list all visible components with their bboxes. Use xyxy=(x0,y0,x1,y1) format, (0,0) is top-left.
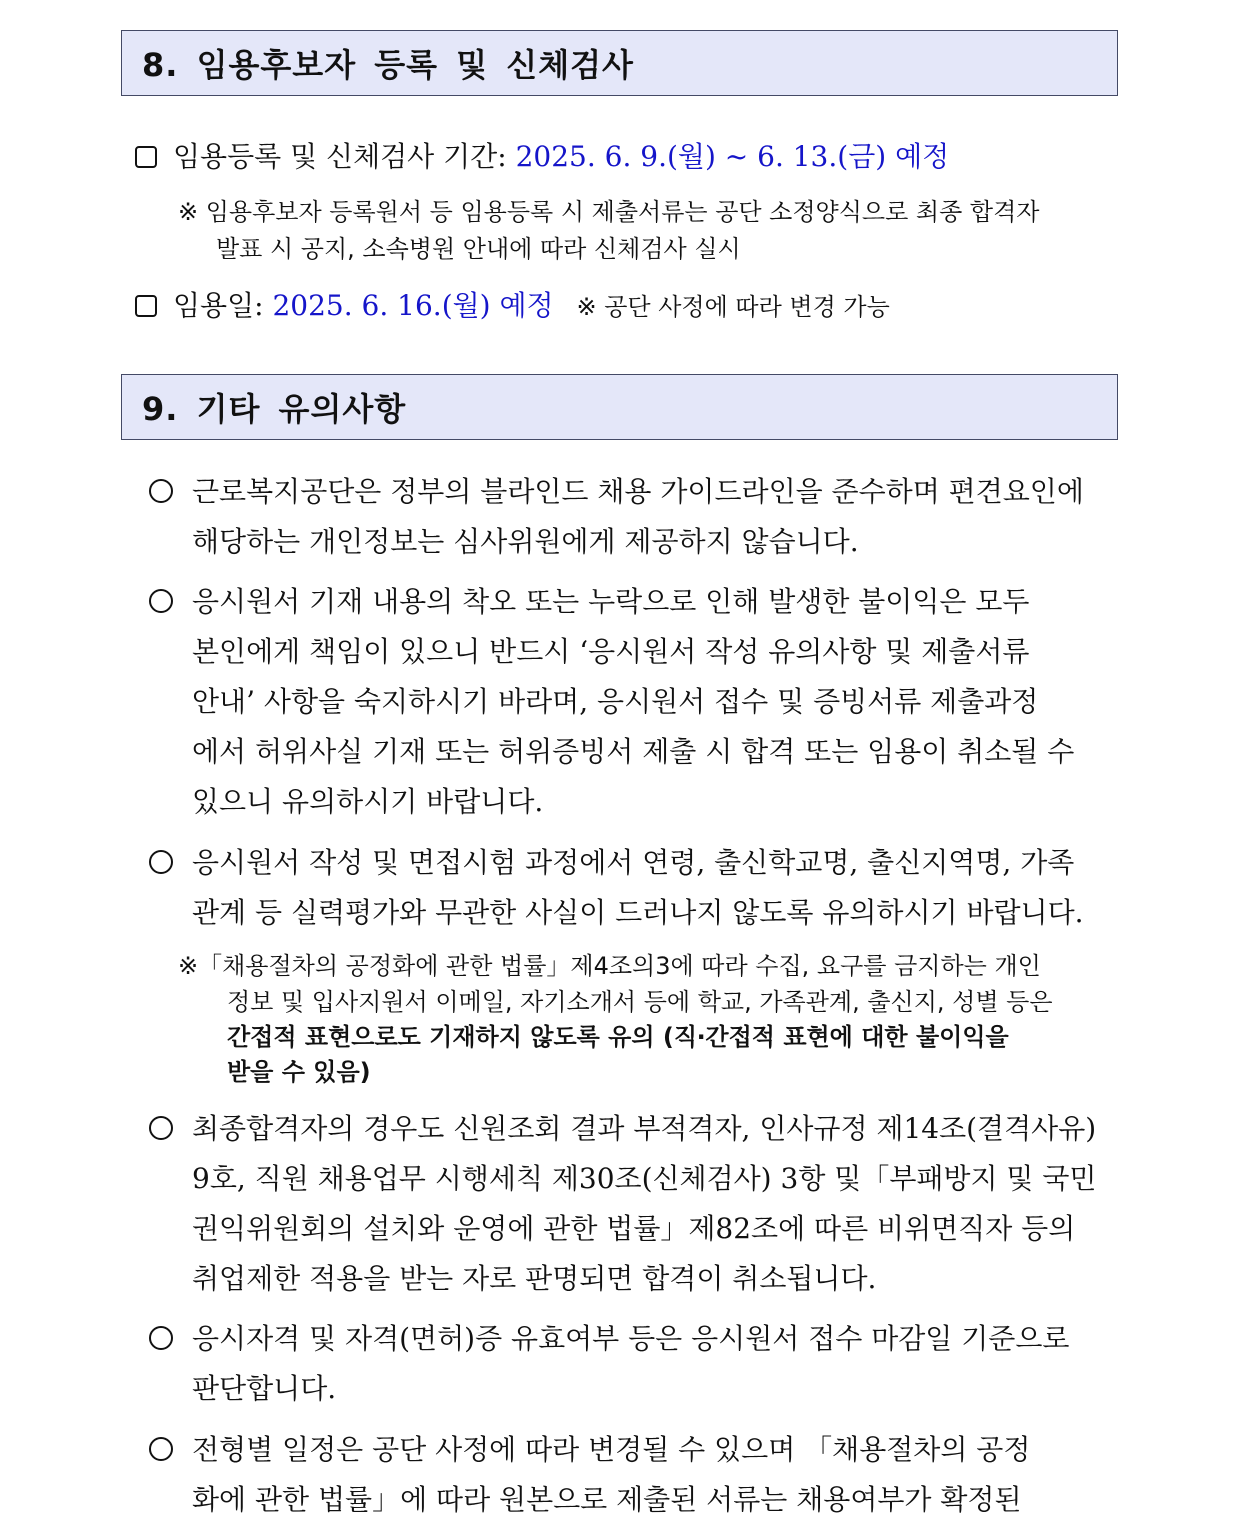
appointment-date-value: 2025. 6. 16.(월) 예정 xyxy=(272,289,554,322)
bullet-5-line-2: 판단합니다. xyxy=(192,1372,337,1405)
bullet-3-line-2: 관계 등 실력평가와 무관한 사실이 드러나지 않도록 유의하시기 바랍니다. xyxy=(192,896,1084,929)
section-8-header xyxy=(121,30,1118,96)
bullet-icon xyxy=(149,1326,173,1350)
bullet-icon xyxy=(149,1116,173,1140)
section-9-title: 9. 기타 유의사항 xyxy=(142,390,407,428)
bullet-2-line-2: 본인에게 책임이 있으니 반드시 ‘응시원서 작성 유의사항 및 제출서류 xyxy=(192,635,1030,668)
bullet-icon xyxy=(149,850,173,874)
registration-period-value: 2025. 6. 9.(월) ~ 6. 13.(금) 예정 xyxy=(515,140,950,173)
bullet-2-line-5: 있으니 유의하시기 바랍니다. xyxy=(192,785,544,818)
bullet-4-line-2: 9호, 직원 채용업무 시행세칙 제30조(신체검사) 3항 및「부패방지 및 국민 xyxy=(192,1162,1097,1195)
appointment-date-note: ※ 공단 사정에 따라 변경 가능 xyxy=(576,293,890,321)
checkbox-icon xyxy=(135,146,157,168)
bullet-1-line-2: 해당하는 개인정보는 심사위원에게 제공하지 않습니다. xyxy=(192,525,859,558)
bullet-2-line-1: 응시원서 기재 내용의 착오 또는 누락으로 인해 발생한 불이익은 모두 xyxy=(192,585,1030,618)
bullet-1-line-1: 근로복지공단은 정부의 블라인드 채용 가이드라인을 준수하며 편견요인에 xyxy=(192,475,1084,508)
registration-note-line1: ※ 임용후보자 등록원서 등 임용등록 시 제출서류는 공단 소정양식으로 최종 합격자 xyxy=(178,198,1040,226)
law-note-line1: ※「채용절차의 공정화에 관한 법률」제4조의3에 따라 수집, 요구를 금지하는 개인 xyxy=(178,952,1041,980)
registration-note-line2: 발표 시 공지, 소속병원 안내에 따라 신체검사 실시 xyxy=(216,235,741,263)
law-note-line4: 받을 수 있음) xyxy=(227,1058,371,1086)
law-note-line3: 간접적 표현으로도 기재하지 않도록 유의 (직‧간접적 표현에 대한 불이익을 xyxy=(227,1023,1009,1051)
appointment-date-item xyxy=(135,284,890,324)
bullet-icon xyxy=(149,589,173,613)
registration-period-item xyxy=(135,135,949,175)
checkbox-icon xyxy=(135,295,157,317)
appointment-date-label: 임용일: xyxy=(173,289,264,322)
bullet-icon xyxy=(149,479,173,503)
bullet-4-line-4: 취업제한 적용을 받는 자로 판명되면 합격이 취소됩니다. xyxy=(192,1262,877,1295)
section-8-title: 8. 임용후보자 등록 및 신체검사 xyxy=(142,46,634,84)
law-note-line2: 정보 및 입사지원서 이메일, 자기소개서 등에 학교, 가족관계, 출신지, 성별 등은 xyxy=(227,988,1053,1016)
bullet-4-line-1: 최종합격자의 경우도 신원조회 결과 부적격자, 인사규정 제14조(결격사유) xyxy=(192,1112,1097,1145)
bullet-6-line-1: 전형별 일정은 공단 사정에 따라 변경될 수 있으며 「채용절차의 공정 xyxy=(192,1433,1031,1466)
bullet-2-line-3: 안내’ 사항을 숙지하시기 바라며, 응시원서 접수 및 증빙서류 제출과정 xyxy=(192,685,1039,718)
registration-period-label: 임용등록 및 신체검사 기간: xyxy=(173,140,507,173)
bullet-4-line-3: 권익위원회의 설치와 운영에 관한 법률」제82조에 따른 비위면직자 등의 xyxy=(192,1212,1076,1245)
bullet-icon xyxy=(149,1437,173,1461)
bullet-2-line-4: 에서 허위사실 기재 또는 허위증빙서 제출 시 합격 또는 임용이 취소될 수 xyxy=(192,735,1075,768)
bullet-5-line-1: 응시자격 및 자격(면허)증 유효여부 등은 응시원서 접수 마감일 기준으로 xyxy=(192,1322,1070,1355)
bullet-3-line-1: 응시원서 작성 및 면접시험 과정에서 연령, 출신학교명, 출신지역명, 가족 xyxy=(192,846,1075,879)
bullet-6-line-2: 화에 관한 법률」에 따라 원본으로 제출된 서류는 채용여부가 확정된 xyxy=(192,1483,1022,1516)
section-9-header xyxy=(121,374,1118,440)
